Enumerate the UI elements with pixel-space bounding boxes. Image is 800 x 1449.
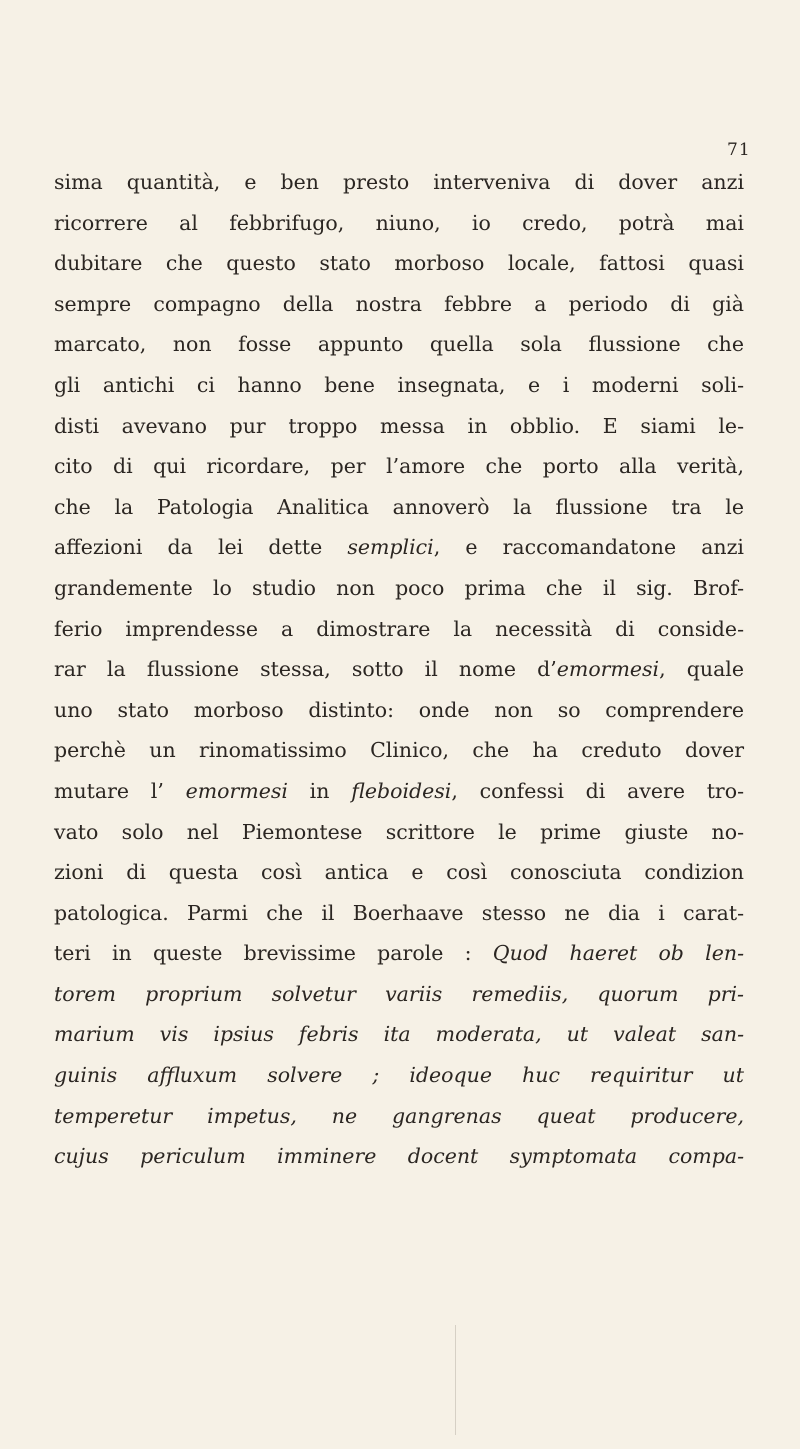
text-line bbox=[54, 324, 744, 365]
text-segment: perchè un rinomatissimo Clinico, che ha creduto dover bbox=[54, 738, 744, 763]
text-segment: marcato, non fosse appunto quella sola flussione che bbox=[54, 332, 744, 357]
italic-text-segment: semplici bbox=[347, 535, 434, 560]
italic-text-segment: emormesi bbox=[185, 778, 288, 803]
text-segment: cito di qui ricordare, per l’amore che porto alla verità, bbox=[54, 454, 744, 479]
text-line bbox=[54, 730, 744, 771]
text-line bbox=[54, 446, 744, 487]
text-line bbox=[54, 852, 744, 893]
text-segment: sempre compagno della nostra febbre a periodo di già bbox=[54, 291, 744, 316]
text-line bbox=[54, 1136, 744, 1177]
text-segment: zioni di questa così antica e così conosciuta condizion bbox=[54, 860, 744, 885]
text-segment: ricorrere al febbrifugo, niuno, io credo, potrà mai bbox=[54, 210, 744, 235]
text-line bbox=[54, 406, 744, 447]
italic-text-segment: emormesi bbox=[556, 657, 660, 682]
text-segment: sima quantità, e ben presto interveniva di dover anzi bbox=[54, 170, 744, 194]
text-segment: gli antichi ci hanno bene insegnata, e i moderni soli- bbox=[54, 372, 744, 397]
text-segment: vato solo nel Piemontese scrittore le prime giuste no- bbox=[54, 819, 744, 844]
text-line bbox=[54, 1055, 744, 1096]
text-segment: ferio imprendesse a dimostrare la necessità di conside- bbox=[54, 616, 744, 641]
italic-text-segment: Quod haeret ob len- bbox=[492, 941, 744, 966]
text-segment: , quale bbox=[659, 657, 744, 682]
body-text bbox=[54, 162, 744, 1177]
text-segment: rar la flussione stessa, sotto il nome d’ bbox=[54, 657, 557, 682]
italic-text-segment: torem proprium solvetur variis remediis, quorum pri- bbox=[54, 981, 744, 1006]
text-line bbox=[54, 893, 744, 934]
text-line bbox=[54, 365, 744, 406]
text-segment: mutare l’ bbox=[54, 778, 186, 803]
text-segment: affezioni da lei dette bbox=[54, 535, 348, 560]
text-line bbox=[54, 527, 744, 568]
text-segment: dubitare che questo stato morboso locale, fattosi quasi bbox=[54, 251, 744, 276]
page-number: 71 bbox=[727, 140, 751, 160]
italic-text-segment: marium vis ipsius febris ita moderata, ut valeat san- bbox=[54, 1022, 744, 1047]
text-line bbox=[54, 771, 744, 812]
text-segment: uno stato morboso distinto: onde non so comprendere bbox=[54, 697, 744, 722]
text-line bbox=[54, 203, 744, 244]
text-segment: , e raccomandatone anzi bbox=[433, 535, 744, 560]
italic-text-segment: guinis affluxum solvere ; ideoque huc requiritur ut bbox=[54, 1063, 744, 1088]
text-line bbox=[54, 162, 744, 203]
text-line bbox=[54, 690, 744, 731]
text-segment: in bbox=[287, 778, 352, 803]
page-crease-mark bbox=[455, 1325, 456, 1435]
text-line bbox=[54, 933, 744, 974]
text-line bbox=[54, 284, 744, 325]
text-line bbox=[54, 1014, 744, 1055]
text-segment: , confessi di avere tro- bbox=[451, 778, 745, 803]
text-line bbox=[54, 568, 744, 609]
italic-text-segment: temperetur impetus, ne gangrenas queat producere, bbox=[54, 1103, 744, 1128]
text-line bbox=[54, 609, 744, 650]
italic-text-segment: fleboidesi bbox=[351, 778, 452, 803]
italic-text-segment: cujus periculum imminere docent symptomata compa- bbox=[54, 1144, 744, 1169]
text-line bbox=[54, 487, 744, 528]
text-segment: che la Patologia Analitica annoverò la flussione tra le bbox=[54, 494, 744, 519]
text-segment: grandemente lo studio non poco prima che il sig. Brof- bbox=[54, 575, 744, 600]
text-line bbox=[54, 1096, 744, 1137]
text-segment: disti avevano pur troppo messa in obblio. E siami le- bbox=[54, 413, 744, 438]
text-segment: teri in queste brevissime parole : bbox=[54, 941, 493, 966]
text-segment: patologica. Parmi che il Boerhaave stesso ne dia i carat- bbox=[54, 900, 744, 925]
text-line bbox=[54, 649, 744, 690]
text-line bbox=[54, 243, 744, 284]
text-line bbox=[54, 974, 744, 1015]
text-line bbox=[54, 812, 744, 853]
